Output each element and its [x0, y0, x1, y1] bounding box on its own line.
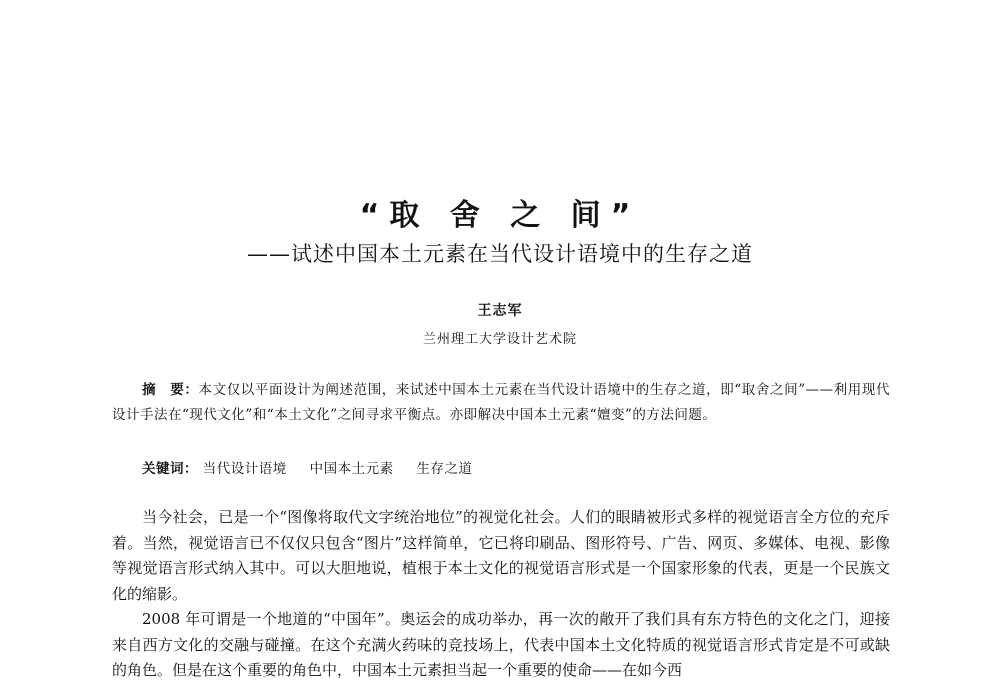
- abstract-text: 本文仅以平面设计为阐述范围，来试述中国本土元素在当代设计语境中的生存之道，即“取舍之间”——利用现代设计手法在“现代文化”和“本土文化”之间寻求平衡点。亦即解决中国本土元素“嬗变”的方法问题。: [112, 382, 890, 423]
- keywords: [142, 458, 490, 480]
- keyword-3: 生存之道: [416, 461, 473, 477]
- body-paragraph-2: 2008 年可谓是一个地道的“中国年”。奥运会的成功举办，再一次的敞开了我们具有东方特色的文化之门，迎接来自西方文化的交融与碰撞。在这个充满火药味的竞技场上，代表中国本土文化特质的视觉语言形式肯定是不可或缺的角色。但是在这个重要的角色中，中国本土元素担当起一个重要的使命——在如今西: [112, 610, 890, 679]
- keyword-1: 当代设计语境: [202, 461, 287, 477]
- keyword-2: 中国本土元素: [309, 461, 394, 477]
- paper-title: “取 舍 之 间”: [359, 198, 641, 233]
- author-affiliation: 兰州理工大学设计艺术院: [422, 332, 577, 347]
- body-text: [112, 505, 890, 684]
- abstract-paragraph: [112, 378, 890, 428]
- paper-subtitle: ——试述中国本土元素在当代设计语境中的生存之道: [247, 242, 753, 266]
- author-name: 王志军: [477, 303, 523, 319]
- abstract: [112, 378, 890, 428]
- abstract-label: 摘 要：: [142, 382, 199, 398]
- body-paragraph-1: 当今社会，已是一个“图像将取代文字统治地位”的视觉化社会。人们的眼睛被形式多样的视觉语言全方位的充斥着。当然，视觉语言已不仅仅只包含“图片”这样简单，它已将印刷品、图形符号、广告、网页、多媒体、电视、影像等视觉语言形式纳入其中。可以大胆地说，植根于本土文化的视觉语言形式是一个国家形象的代表，更是一个民族文化的缩影。: [112, 508, 890, 603]
- keywords-label: 关键词：: [142, 461, 198, 477]
